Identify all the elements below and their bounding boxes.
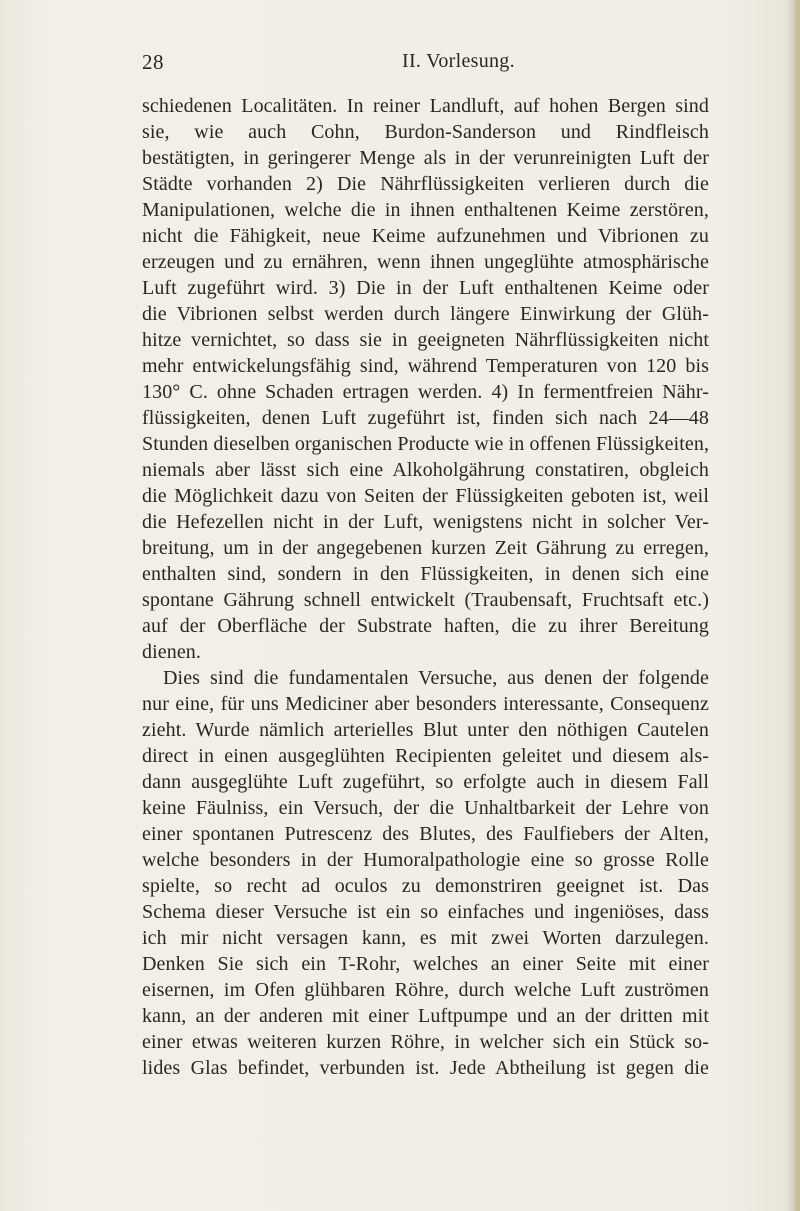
text-line: 130° C. ohne Schaden ertragen werden. 4) In fermentfreien Nähr- xyxy=(142,381,709,403)
text-line: mehr entwickelungsfähig sind, während Temperaturen von 120 bis xyxy=(142,355,709,377)
text-line: Dies sind die fundamentalen Versuche, aus denen der folgende xyxy=(163,667,709,689)
text-line: die Möglichkeit dazu von Seiten der Flüssigkeiten geboten ist, weil xyxy=(142,485,709,507)
text-line: nur eine, für uns Mediciner aber besonders interessante, Consequenz xyxy=(142,693,709,715)
body-text xyxy=(142,93,709,1081)
text-line: spielte, so recht ad oculos zu demonstriren geeignet ist. Das xyxy=(142,875,709,897)
text-line: zieht. Wurde nämlich arterielles Blut unter den nöthigen Cautelen xyxy=(142,719,709,741)
text-line: einer spontanen Putrescenz des Blutes, des Faulfiebers der Alten, xyxy=(142,823,709,845)
text-line: Denken Sie sich ein T-Rohr, welches an einer Seite mit einer xyxy=(142,953,709,975)
text-line: dienen. xyxy=(142,641,202,663)
text-line: die Hefezellen nicht in der Luft, wenigstens nicht in solcher Ver- xyxy=(142,511,709,533)
text-line: Städte vorhanden 2) Die Nährflüssigkeiten verlieren durch die xyxy=(142,173,709,195)
text-line: einer etwas weiteren kurzen Röhre, in welcher sich ein Stück so- xyxy=(142,1031,709,1053)
text-line: auf der Oberfläche der Substrate haften, die zu ihrer Bereitung xyxy=(142,615,709,637)
text-line: Stunden dieselben organischen Producte wie in offenen Flüssigkeiten, xyxy=(142,433,710,455)
text-line: kann, an der anderen mit einer Luftpumpe und an der dritten mit xyxy=(142,1005,709,1027)
text-line: flüssigkeiten, denen Luft zugeführt ist, finden sich nach 24—48 xyxy=(142,407,709,429)
text-line: ich mir nicht versagen kann, es mit zwei Worten darzulegen. xyxy=(142,927,709,949)
text-line: Manipulationen, welche die in ihnen enthaltenen Keime zerstören, xyxy=(142,199,709,221)
text-line: enthalten sind, sondern in den Flüssigkeiten, in denen sich eine xyxy=(142,563,709,585)
text-line: welche besonders in der Humoralpathologie eine so grosse Rolle xyxy=(142,849,709,871)
text-line: Luft zugeführt wird. 3) Die in der Luft enthaltenen Keime oder xyxy=(142,277,709,299)
text-line: sie, wie auch Cohn, Burdon-Sanderson und Rindfleisch xyxy=(142,121,709,143)
text-line: die Vibrionen selbst werden durch längere Einwirkung der Glüh- xyxy=(142,303,709,325)
text-line: eisernen, im Ofen glühbaren Röhre, durch welche Luft zuströmen xyxy=(142,979,709,1001)
page-header xyxy=(142,50,702,80)
running-head: II. Vorlesung. xyxy=(402,50,515,72)
text-line: keine Fäulniss, ein Versuch, der die Unhaltbarkeit der Lehre von xyxy=(142,797,709,819)
text-line: schiedenen Localitäten. In reiner Landluft, auf hohen Bergen sind xyxy=(142,95,709,117)
text-line: Schema dieser Versuche ist ein so einfaches und ingeniöses, dass xyxy=(142,901,709,923)
text-line: niemals aber lässt sich eine Alkoholgährung constatiren, obgleich xyxy=(142,459,709,481)
text-line: spontane Gährung schnell entwickelt (Traubensaft, Fruchtsaft etc.) xyxy=(142,589,709,611)
text-line: dann ausgeglühte Luft zugeführt, so erfolgte auch in diesem Fall xyxy=(142,771,709,793)
text-line: nicht die Fähigkeit, neue Keime aufzunehmen und Vibrionen zu xyxy=(142,225,709,247)
text-line: direct in einen ausgeglühten Recipienten geleitet und diesem als- xyxy=(142,745,709,767)
text-line: lides Glas befindet, verbunden ist. Jede Abtheilung ist gegen die xyxy=(142,1057,709,1079)
text-line: breitung, um in der angegebenen kurzen Zeit Gährung zu erregen, xyxy=(142,537,709,559)
text-line: hitze vernichtet, so dass sie in geeigneten Nährflüssigkeiten nicht xyxy=(142,329,709,351)
page-edge xyxy=(795,0,800,1211)
text-line: bestätigten, in geringerer Menge als in der verunreinigten Luft der xyxy=(142,147,709,169)
text-line: erzeugen und zu ernähren, wenn ihnen ungeglühte atmosphärische xyxy=(142,251,709,273)
page-number: 28 xyxy=(142,50,164,74)
